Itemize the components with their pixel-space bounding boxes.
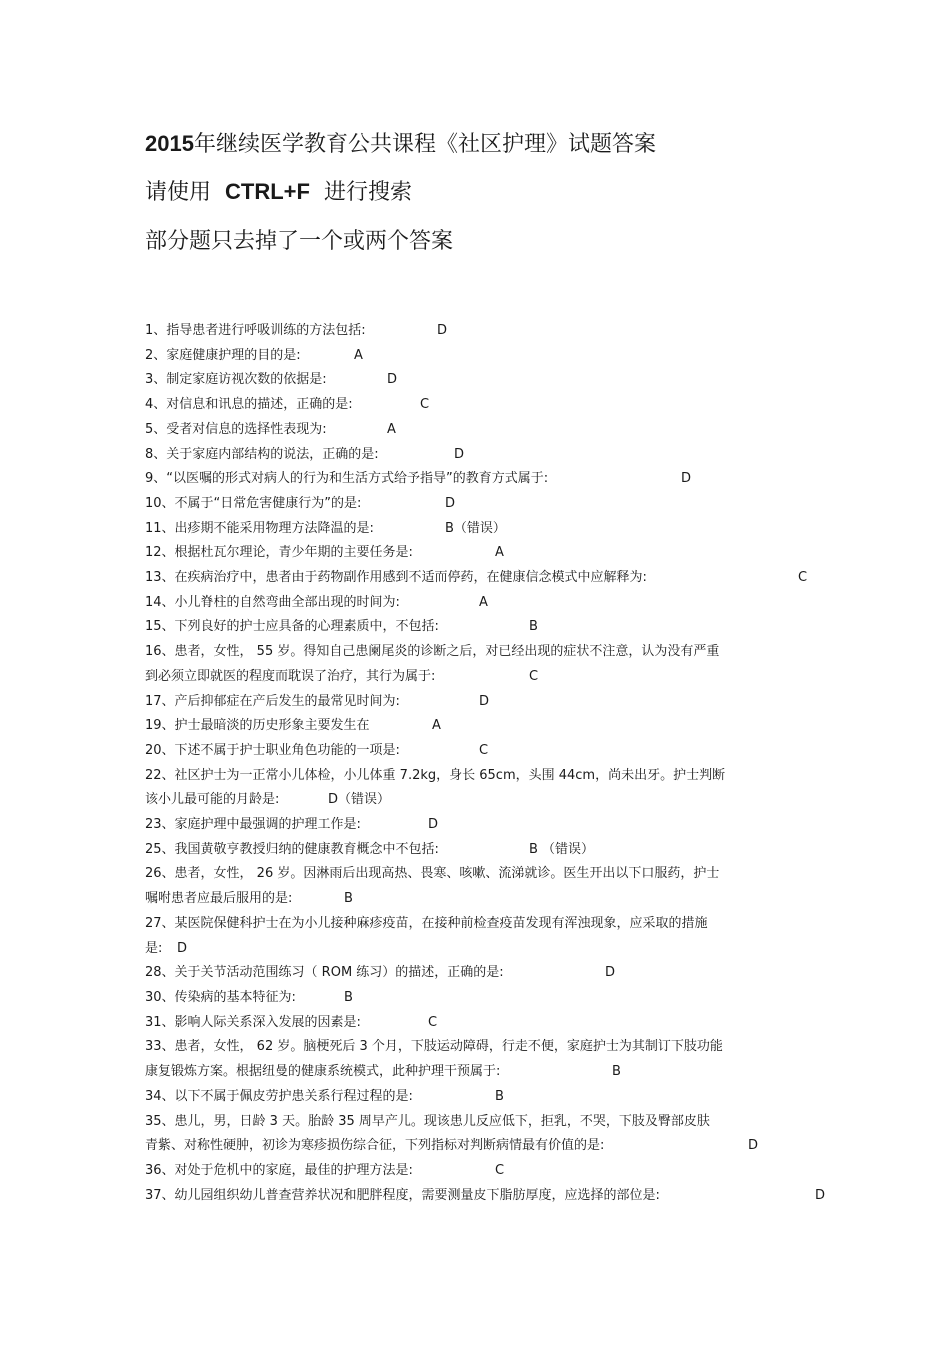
- question-item: [145, 492, 865, 517]
- search-hint-prefix: 请使用: [145, 180, 212, 205]
- question-item: [145, 764, 865, 813]
- answer: A: [479, 594, 488, 610]
- answer: D: [387, 372, 398, 388]
- question-text: 25、我国黄敬亨教授归纳的健康教育概念中不包括:: [145, 841, 439, 857]
- question-item: [145, 1159, 865, 1184]
- answer: B （错误）: [529, 841, 595, 857]
- question-text: 16、患者，女性， 55 岁。得知自己患阑尾炎的诊断之后，对已经出现的症状不注意，认为没有严重: [145, 644, 720, 660]
- question-text: 2、家庭健康护理的目的是:: [145, 347, 301, 363]
- answer: D: [428, 817, 439, 833]
- question-item: [145, 813, 865, 838]
- answer: C: [495, 1162, 505, 1178]
- question-text: 37、幼儿园组织幼儿普查营养状况和肥胖程度，需要测量皮下脂肪厚度，应选择的部位是:: [145, 1187, 660, 1203]
- answer: D: [479, 693, 490, 709]
- question-item: [145, 1035, 865, 1084]
- question-text: 9、“以医嘱的形式对病人的行为和生活方式给予指导”的教育方式属于:: [145, 471, 549, 487]
- question-list: [145, 319, 865, 1208]
- question-item: [145, 1184, 865, 1209]
- question-text: 30、传染病的基本特征为:: [145, 989, 296, 1005]
- question-item: [145, 344, 865, 369]
- search-hint-keys: CTRL+F: [225, 179, 310, 204]
- question-text: 3、制定家庭访视次数的依据是:: [145, 372, 327, 388]
- answer: A: [432, 718, 441, 734]
- question-text: 28、关于关节活动范围练习（ ROM 练习）的描述，正确的是:: [145, 965, 504, 981]
- question-item: [145, 615, 865, 640]
- question-text: 14、小儿脊柱的自然弯曲全部出现的时间为:: [145, 594, 400, 610]
- question-text-line2: 嘱咐患者应最后服用的是:: [145, 891, 293, 907]
- answer: A: [387, 421, 396, 437]
- question-item: [145, 912, 865, 961]
- question-text: 13、在疾病治疗中，患者由于药物副作用感到不适而停药，在健康信念模式中应解释为:: [145, 570, 647, 586]
- question-item: [145, 443, 865, 468]
- question-item: [145, 1011, 865, 1036]
- answer: D: [437, 323, 448, 338]
- question-item: [145, 467, 865, 492]
- question-text: 23、家庭护理中最强调的护理工作是:: [145, 817, 361, 833]
- answer: C: [798, 570, 808, 586]
- question-text-line2: 青紫、对称性硬肿，初诊为寒疹损伤综合征，下列指标对判断病情最有价值的是:: [145, 1138, 605, 1154]
- answer: B: [344, 989, 353, 1005]
- question-item: [145, 862, 865, 911]
- answer: D: [605, 965, 616, 981]
- question-text: 20、下述不属于护士职业角色功能的一项是:: [145, 742, 400, 758]
- question-text: 17、产后抑郁症在产后发生的最常见时间为:: [145, 693, 400, 709]
- question-item: [145, 1110, 865, 1159]
- document-title: [145, 130, 656, 159]
- answer: C: [420, 397, 430, 413]
- answer: D（错误）: [328, 792, 391, 808]
- question-item: [145, 368, 865, 393]
- question-text: 4、对信息和讯息的描述，正确的是:: [145, 397, 353, 413]
- question-item: [145, 566, 865, 591]
- question-text: 1、指导患者进行呼吸训练的方法包括:: [145, 323, 366, 338]
- question-item: [145, 1085, 865, 1110]
- question-text: 10、不属于“日常危害健康行为”的是:: [145, 495, 362, 511]
- question-text-line2: 到必须立即就医的程度而耽误了治疗，其行为属于:: [145, 668, 436, 684]
- answer: A: [354, 347, 363, 363]
- answer: B: [529, 619, 538, 635]
- question-text: 31、影响人际关系深入发展的因素是:: [145, 1014, 361, 1030]
- answer: C: [479, 742, 489, 758]
- question-item: [145, 986, 865, 1011]
- question-item: [145, 393, 865, 418]
- answer: D: [454, 446, 465, 462]
- question-text-line2: 康复锻炼方案。根据纽曼的健康系统模式，此种护理干预属于:: [145, 1064, 501, 1080]
- search-hint: [145, 178, 412, 207]
- answer: C: [529, 668, 539, 684]
- title-text: 年继续医学教育公共课程《社区护理》试题答案: [193, 132, 656, 157]
- question-item: [145, 690, 865, 715]
- question-text: 8、关于家庭内部结构的说法，正确的是:: [145, 446, 379, 462]
- answer: D: [177, 940, 188, 956]
- question-text-line2: 是:: [145, 940, 163, 956]
- question-text: 35、患儿，男，日龄 3 天。胎龄 35 周早产儿。现该患儿反应低下，拒乳，不哭，下肢及臀部皮肤: [145, 1113, 710, 1129]
- title-year: 2015: [145, 131, 194, 156]
- answer: C: [428, 1014, 438, 1030]
- answer: B: [495, 1088, 504, 1104]
- question-text: 12、根据杜瓦尔理论，青少年期的主要任务是:: [145, 545, 413, 561]
- question-text: 33、患者，女性， 62 岁。脑梗死后 3 个月，下肢运动障碍，行走不便，家庭护士为其制订下肢功能: [145, 1039, 723, 1055]
- question-item: [145, 418, 865, 443]
- question-text: 5、受者对信息的选择性表现为:: [145, 421, 327, 437]
- question-item: [145, 319, 865, 344]
- answer: D: [445, 495, 456, 511]
- answer: B: [612, 1064, 621, 1080]
- question-text-line2: 该小儿最可能的月龄是:: [145, 792, 280, 808]
- question-item: [145, 640, 865, 689]
- question-item: [145, 517, 865, 542]
- answer: A: [495, 545, 504, 561]
- question-text: 15、下列良好的护士应具备的心理素质中，不包括:: [145, 619, 439, 635]
- answer: D: [815, 1187, 826, 1203]
- answer: B: [344, 891, 353, 907]
- question-item: [145, 541, 865, 566]
- answer: D: [681, 471, 692, 487]
- search-hint-suffix: 进行搜索: [323, 180, 412, 205]
- question-text: 11、出疹期不能采用物理方法降温的是:: [145, 520, 374, 536]
- question-text: 19、护士最暗淡的历史形象主要发生在: [145, 718, 370, 734]
- question-item: [145, 961, 865, 986]
- question-text: 36、对处于危机中的家庭，最佳的护理方法是:: [145, 1162, 413, 1178]
- question-text: 26、患者，女性， 26 岁。因淋雨后出现高热、畏寒、咳嗽、流涕就诊。医生开出以下口服药，护士: [145, 866, 720, 882]
- answer: D: [748, 1138, 759, 1154]
- question-item: [145, 591, 865, 616]
- question-item: [145, 714, 865, 739]
- question-text: 34、以下不属于佩皮劳护患关系行程过程的是:: [145, 1088, 413, 1104]
- note-line: 部分题只去掉了一个或两个答案: [145, 229, 454, 254]
- question-text: 27、某医院保健科护士在为小儿接种麻疹疫苗，在接种前检查疫苗发现有浑浊现象，应采取的措施: [145, 915, 708, 931]
- question-item: [145, 739, 865, 764]
- answer: B（错误）: [445, 520, 506, 536]
- question-item: [145, 838, 865, 863]
- question-text: 22、社区护士为一正常小儿体检，小儿体重 7.2kg，身长 65cm，头围 44cm，尚未出牙。护士判断: [145, 767, 726, 783]
